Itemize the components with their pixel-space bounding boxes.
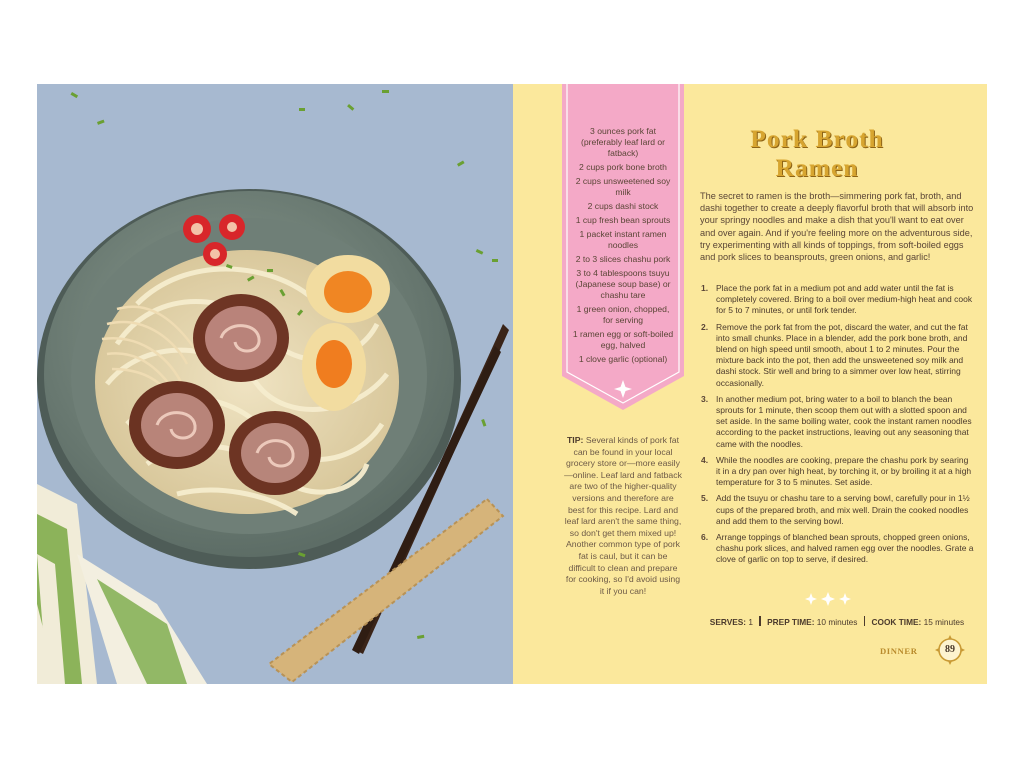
- page-number: 89: [945, 644, 955, 655]
- ingredient-item: 2 to 3 slices chashu pork: [575, 254, 671, 264]
- instruction-step: [700, 532, 974, 566]
- ingredient-item: 1 clove garlic (optional): [578, 354, 668, 364]
- step-text: In another medium pot, bring water to a boil to blanch the bean sprouts for 1 minute, then scoop them out with a slotted spoon and set aside. In the same boiling water, cook the instant ramen noodles according to the packet instructions, leaving out any seasoning that came with the noodles.: [716, 393, 972, 449]
- recipe-intro: The secret to ramen is the broth—simmering pork fat, broth, and dashi together to create a deeply flavorful broth that will absorb into your springy noodles and make a dish that you'll want to eat over and over again. And if you're feeling more on the adventurous side, try experimenting with all kinds of toppings, from soft-boiled eggs and pork slices to beansprouts, green onions, and garlic!: [700, 191, 974, 263]
- recipe-title: Pork Broth Ramen: [750, 124, 884, 182]
- sparkle-divider: [803, 592, 853, 606]
- ramen-photo: [37, 84, 513, 684]
- cook-time-value: 15 minutes: [923, 617, 965, 627]
- instruction-step: [700, 394, 974, 450]
- page-number-badge: [935, 635, 965, 665]
- ingredient-item: 2 cups unsweetened soy milk: [575, 176, 671, 197]
- recipe-page: [513, 84, 987, 684]
- meta-separator: [759, 616, 761, 626]
- serves-value: 1: [748, 617, 754, 627]
- serves-label: SERVES:: [709, 617, 747, 627]
- sparkle-icon: [805, 593, 817, 605]
- tip-text: Several kinds of pork fat can be found in your local grocery store or—more easily—online. Leaf lard and fatback are two of the higher-quality versions and therefore are best for this recipe. Lard and leaf lard aren't the same thing, so don't get them mixed up! Another common type of pork fat is caul, but it can be difficult to clean and prepare for cooking, so I'd avoid using it if you can!: [564, 435, 682, 596]
- step-number: 3.: [701, 393, 709, 404]
- step-text: While the noodles are cooking, prepare the chashu pork by searing it in a dry pan over high heat, by torching it, or by broiling it at a high temperature for 3 to 5 minutes. Set aside.: [716, 454, 972, 488]
- ingredient-item: 1 green onion, chopped, for serving: [576, 304, 670, 325]
- ingredient-item: 1 ramen egg or soft-boiled egg, halved: [572, 329, 674, 350]
- sparkle-icon: [821, 592, 835, 606]
- ingredient-list: [562, 126, 684, 368]
- instruction-step: [700, 283, 974, 317]
- ingredient-item: 3 to 4 tablespoons tsuyu (Japanese soup base) or chashu tare: [575, 268, 671, 300]
- step-number: 2.: [701, 321, 709, 332]
- recipe-meta: [701, 616, 973, 627]
- prep-time-value: 10 minutes: [816, 617, 858, 627]
- step-number: 6.: [701, 532, 709, 543]
- ingredient-item: 1 packet instant ramen noodles: [579, 229, 667, 250]
- step-number: 5.: [701, 493, 709, 504]
- section-label: DINNER: [880, 646, 918, 656]
- cook-time-label: COOK TIME:: [871, 617, 922, 627]
- instruction-step: [700, 455, 974, 489]
- ramen-illustration: [37, 84, 513, 684]
- ingredient-item: 3 ounces pork fat (preferably leaf lard or fatback): [580, 126, 666, 158]
- tip-label: TIP:: [566, 435, 584, 445]
- step-text: Place the pork fat in a medium pot and add water until the fat is completely covered. Bring to a boil over medium-high heat and cook for 5 to 7 minutes, or until fork tender.: [716, 283, 973, 316]
- step-number: 1.: [701, 283, 709, 293]
- instruction-list: [700, 283, 974, 571]
- sparkle-icon: [839, 593, 851, 605]
- step-text: Remove the pork fat from the pot, discard the water, and cut the fat into small chunks. Place in a blender, add the pork bone broth, and blend on high speed until smooth, about 1 to 2 minutes. Pour the mixture back into the pot, then add the unsweetened soy milk and dashi stock. Stir well and bring to a simmer over low heat, stirring occasionally.: [716, 321, 968, 388]
- instruction-step: [700, 493, 974, 527]
- ingredient-item: 2 cups dashi stock: [587, 201, 659, 211]
- ingredients-ribbon: [562, 84, 684, 412]
- meta-separator: [864, 616, 866, 626]
- step-number: 4.: [701, 454, 709, 465]
- step-text: Arrange toppings of blanched bean sprouts, chopped green onions, chashu pork slices, and halved ramen egg over the noodles. Grate a clove of garlic on top to serve, if desired.: [716, 532, 974, 565]
- prep-time-label: PREP TIME:: [767, 617, 815, 627]
- step-text: Add the tsuyu or chashu tare to a serving bowl, carefully pour in 1½ cups of the prepared broth, and mix well. Drain the cooked noodles and add them to the serving bowl.: [716, 493, 970, 526]
- tip-box: [564, 435, 682, 597]
- ingredient-item: 2 cups pork bone broth: [579, 162, 667, 172]
- instruction-step: [700, 322, 974, 389]
- ingredient-item: 1 cup fresh bean sprouts: [575, 215, 671, 225]
